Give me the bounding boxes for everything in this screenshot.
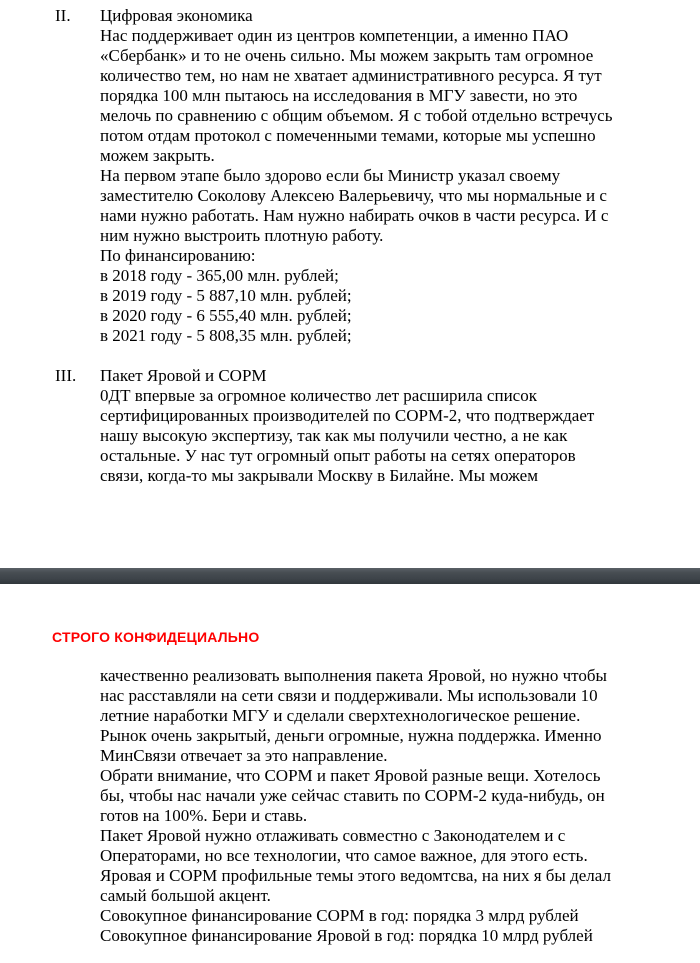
text-line: Нас поддерживает один из центров компетенции, а именно ПАО [100,26,569,45]
text-line: остальные. У нас тут огромный опыт работы на сетях операторов [100,446,576,465]
text-line: порядка 100 млн пытаюсь на исследования в МГУ завести, но это [100,86,578,105]
section-heading [55,366,700,386]
text-line: качественно реализовать выполнения пакета Яровой, но нужно чтобы [100,666,607,685]
text-line: ним нужно выстроить плотную работу. [100,226,384,245]
text-line: сертифицированных производителей по СОРМ-2, что подтверждает [100,406,595,425]
section-number: III. [55,366,77,385]
text-line: можем закрыть. [100,146,215,165]
text-line: заместителю Соколову Алексею Валерьевичу, что мы нормальные и с [100,186,607,205]
text-line: самый большой акцент. [100,886,271,905]
section-number: II. [55,6,71,25]
text-line: потом отдам протокол с помеченными темами, которые мы успешно [100,126,596,145]
text-line: Пакет Яровой нужно отлаживать совместно с Законодателем и с [100,826,566,845]
text-line: Яровая и СОРМ профильные темы этого ведомтсва, на них я бы делал [100,866,611,885]
section-body [100,26,700,346]
text-line: летние наработки МГУ и сделали сверхтехнологическое решение. [100,706,581,725]
text-line: Операторами, но все технологии, что самое важное, для этого есть. [100,846,588,865]
text-line: По финансированию: [100,246,256,265]
text-line: количество тем, но нам не хватает административного ресурса. Я тут [100,66,602,85]
text-line: Рынок очень закрытый, деньги огромные, нужна поддержка. Именно [100,726,602,745]
text-line: бы, чтобы нас начали уже сейчас ставить по СОРМ-2 куда-нибудь, он [100,786,605,805]
text-line: нами нужно работать. Нам нужно набирать очков в части ресурса. И с [100,206,609,225]
text-line: МинСвязи отвечает за это направление. [100,746,388,765]
text-line: На первом этапе было здорово если бы Министр указал своему [100,166,561,185]
text-line: готов на 100%. Бери и ставь. [100,806,308,825]
text-line: в 2018 году - 365,00 млн. рублей; [100,266,339,285]
text-line: нас расставляли на сети связи и поддерживали. Мы использовали 10 [100,686,598,705]
text-line: мелочь по сравнению с общим объемом. Я с тобой отдельно встречусь [100,106,613,125]
section-digital-economy [0,6,700,346]
page-break-separator [0,568,700,584]
section-heading [55,6,700,26]
text-line: «Сбербанк» и то не очень сильно. Мы можем закрыть там огромное [100,46,594,65]
section-yarovaya-sorm [0,366,700,486]
text-line: в 2021 году - 5 808,35 млн. рублей; [100,326,352,345]
section-title: Цифровая экономика [100,6,253,25]
text-line: в 2019 году - 5 887,10 млн. рублей; [100,286,352,305]
page-1 [0,6,700,486]
text-line: Совокупное финансирование Яровой в год: порядка 10 млрд рублей [100,926,593,945]
text-line: связи, когда-то мы закрывали Москву в Билайне. Мы можем [100,466,538,485]
confidential-stamp: СТРОГО КОНФИДЕЦИАЛЬНО [52,629,260,645]
text-line: 0ДТ впервые за огромное количество лет расширила список [100,386,537,405]
text-line: в 2020 году - 6 555,40 млн. рублей; [100,306,352,325]
text-line: нашу высокую экспертизу, так как мы получили честно, а не как [100,426,568,445]
page-2-body [100,666,611,946]
section-body [100,386,700,486]
text-line: Совокупное финансирование СОРМ в год: порядка 3 млрд рублей [100,906,579,925]
section-title: Пакет Яровой и СОРМ [100,366,267,385]
text-line: Обрати внимание, что СОРМ и пакет Яровой разные вещи. Хотелось [100,766,601,785]
